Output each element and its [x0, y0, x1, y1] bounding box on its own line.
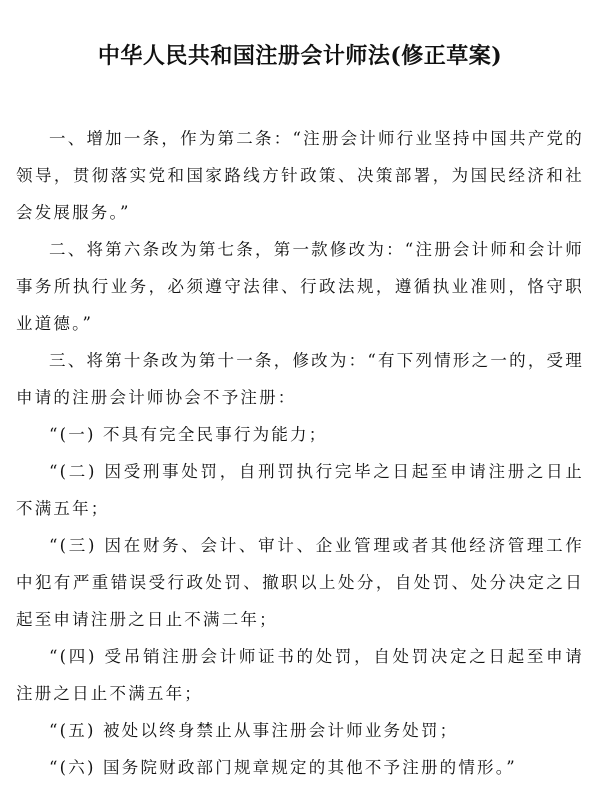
paragraph-item-4: “(四) 受吊销注册会计师证书的处罚，自处罚决定之日起至申请注册之日止不满五年；	[16, 647, 584, 703]
document-title: 中华人民共和国注册会计师法(修正草案)	[97, 43, 503, 69]
document-body	[16, 120, 584, 786]
paragraph-2: 二、将第六条改为第七条，第一款修改为：“注册会计师和会计师事务所执行业务，必须遵守法律、行政法规，遵循执业准则，恪守职业道德。”	[16, 240, 584, 333]
paragraph-1: 一、增加一条，作为第二条：“注册会计师行业坚持中国共产党的领导，贯彻落实党和国家路线方针政策、决策部署，为国民经济和社会发展服务。”	[16, 129, 584, 222]
paragraph-item-6: “(六) 国务院财政部门规章规定的其他不予注册的情形。”	[49, 758, 517, 777]
paragraph-item-3: “(三) 因在财务、会计、审计、企业管理或者其他经济管理工作中犯有严重错误受行政处罚、撤职以上处分，自处罚、处分决定之日起至申请注册之日止不满二年；	[16, 536, 584, 629]
paragraph-item-2: “(二) 因受刑事处罚，自刑罚执行完毕之日起至申请注册之日止不满五年；	[16, 462, 584, 518]
paragraph-3: 三、将第十条改为第十一条，修改为：“有下列情形之一的，受理申请的注册会计师协会不予注册：	[16, 351, 584, 407]
paragraph-item-1: “(一) 不具有完全民事行为能力；	[49, 425, 328, 444]
paragraph-item-5: “(五) 被处以终身禁止从事注册会计师业务处罚；	[49, 721, 459, 740]
